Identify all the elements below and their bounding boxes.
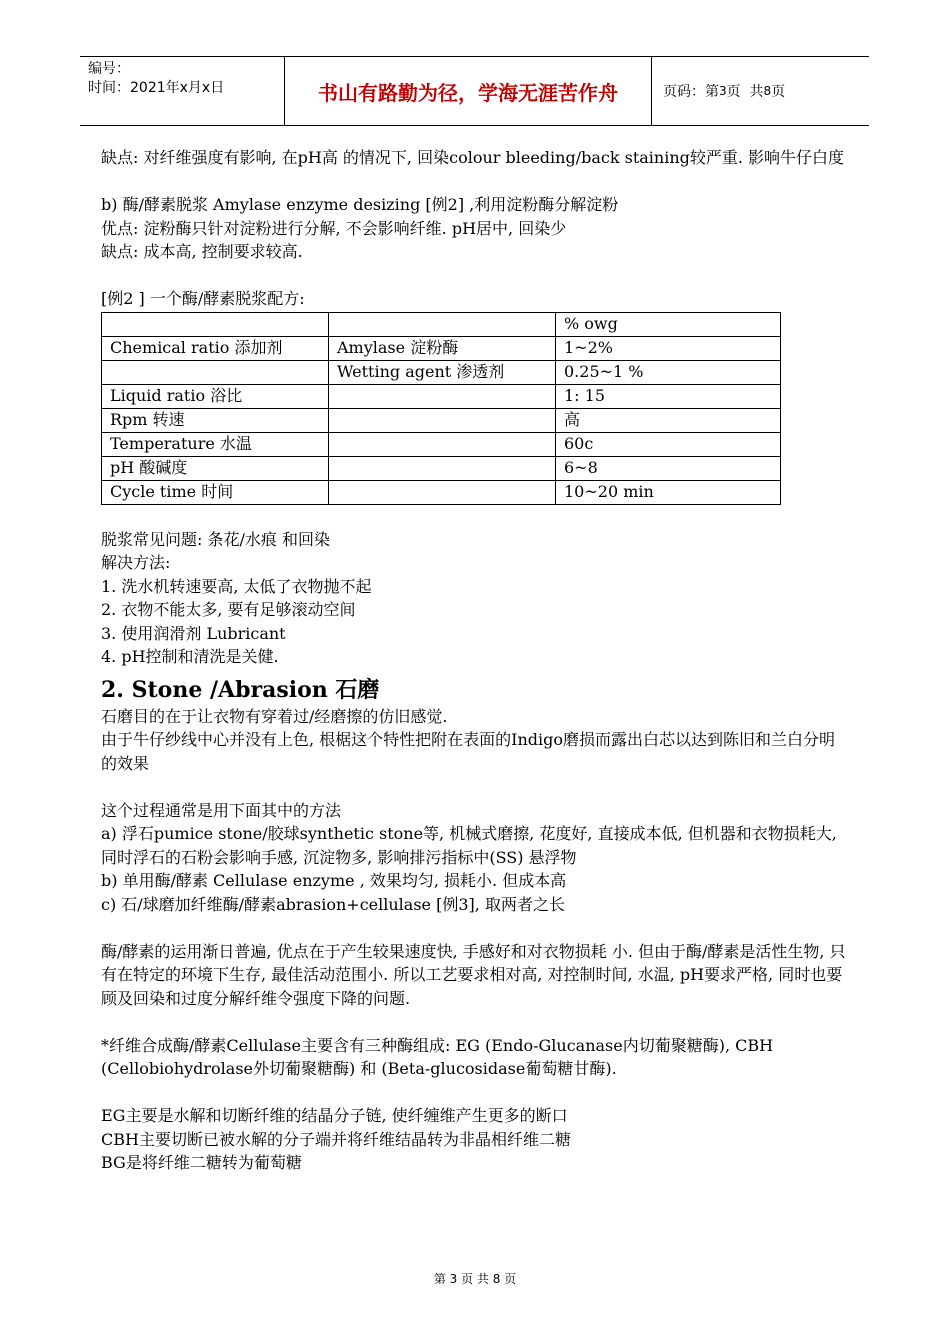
header-page-number: 页码：第 3 页 共 8 页 — [663, 84, 786, 100]
time-label: 时间：2021年x月x日 — [88, 80, 225, 96]
paragraph: 酶/酵素的运用渐日普遍, 优点在于产生较果速度快, 手感好和对衣物损耗 小. 但由于酶/酵素是活性生物, 只有在特定的环境下生存, 最佳活动范围小. 所以工艺要求相对高, 对控制时间, 水温, pH要求严格, 同时也要顾及回染和过度分解纤维令强度下降的问题. — [101, 941, 846, 1008]
paragraph: 解决方法: — [101, 553, 171, 572]
table-row — [102, 456, 781, 480]
table-cell — [329, 408, 556, 432]
table-cell: 高 — [556, 408, 781, 432]
table-cell — [329, 312, 556, 336]
paragraph: 这个过程通常是用下面其中的方法 — [101, 800, 342, 820]
list-item: 2. 衣物不能太多, 要有足够滚动空间 — [101, 600, 356, 619]
table-cell: 6~8 — [556, 456, 781, 480]
table-cell — [329, 480, 556, 504]
table-row — [102, 432, 781, 456]
table-cell: Amylase 淀粉酶 — [329, 336, 556, 360]
table-cell — [102, 360, 329, 384]
table-cell: 10~20 min — [556, 480, 781, 504]
table-caption: [例2 ] 一个酶/酵素脱浆配方: — [101, 289, 305, 308]
number-label: 编号： — [88, 61, 130, 77]
table-cell — [329, 456, 556, 480]
desizing-recipe-table — [101, 312, 781, 505]
list-item: b) 单用酶/酵素 Cellulase enzyme , 效果均匀, 损耗小. 但成本高 — [101, 871, 567, 890]
paragraph: b) 酶/酵素脱浆 Amylase enzyme desizing [例2] ,利用淀粉酶分解淀粉 — [101, 195, 619, 214]
table-row — [102, 408, 781, 432]
table-cell: pH 酸碱度 — [102, 456, 329, 480]
table-cell: Rpm 转速 — [102, 408, 329, 432]
list-item: 1. 洗水机转速要高, 太低了衣物抛不起 — [101, 576, 372, 596]
page-header — [80, 56, 869, 126]
table-cell: 1: 15 — [556, 384, 781, 408]
section-heading: 2. Stone /Abrasion 石磨 — [101, 676, 380, 703]
table-row — [102, 384, 781, 408]
table-cell: Liquid ratio 浴比 — [102, 384, 329, 408]
table-cell: 60c — [556, 432, 781, 456]
paragraph: *纤维合成酶/酵素Cellulase主要含有三种酶组成: EG (Endo-Glucanase内切葡聚糖酶), CBH (Cellobiohydrolase外切葡聚糖酶) 和 (Beta-glucosidase葡萄糖甘酶). — [101, 1035, 774, 1078]
table-cell: Chemical ratio 添加剂 — [102, 336, 329, 360]
header-motto: 书山有路勤为径，学海无涯苦作舟 — [318, 80, 618, 105]
document-body — [101, 146, 846, 1175]
table-cell — [329, 384, 556, 408]
paragraph: 石磨目的在于让衣物有穿着过/经磨擦的仿旧感觉. — [101, 706, 448, 726]
paragraph: 优点: 淀粉酶只针对淀粉进行分解, 不会影响纤维. pH居中, 回染少 — [101, 218, 567, 238]
table-cell: Wetting agent 渗透剂 — [329, 360, 556, 384]
table-cell — [329, 432, 556, 456]
table-row — [102, 480, 781, 504]
list-item: a) 浮石pumice stone/胶球synthetic stone等, 机械式磨擦, 花度好, 直接成本低, 但机器和衣物损耗大, 同时浮石的石粉会影响手感, 沉淀物多, 影响排污指标中(SS) 悬浮物 — [101, 824, 837, 867]
paragraph: CBH主要切断已被水解的分子端并将纤维结晶转为非晶相纤维二糖 — [101, 1129, 571, 1149]
list-item: 3. 使用润滑剂 Lubricant — [101, 623, 286, 643]
paragraph: EG主要是水解和切断纤维的结晶分子链, 使纤缠维产生更多的断口 — [101, 1106, 568, 1125]
paragraph: BG是将纤维二糖转为葡萄糖 — [101, 1153, 302, 1172]
table-row — [102, 360, 781, 384]
paragraph: 缺点: 对纤维强度有影响, 在pH高 的情况下, 回染colour bleeding/back staining较严重. 影响牛仔白度 — [101, 148, 845, 167]
paragraph: 由于牛仔纱线中心并没有上色, 根椐这个特性把附在表面的Indigo磨损而露出白芯以达到陈旧和兰白分明的效果 — [101, 730, 836, 773]
table-cell: Temperature 水温 — [102, 432, 329, 456]
page-footer: 第 3 页 共 8 页 — [433, 1272, 517, 1286]
table-row — [102, 336, 781, 360]
table-cell — [102, 312, 329, 336]
table-cell: % owg — [556, 312, 781, 336]
header-info — [88, 60, 284, 98]
paragraph: 缺点: 成本高, 控制要求较高. — [101, 242, 303, 261]
header-divider — [651, 57, 652, 125]
list-item: c) 石/球磨加纤维酶/酵素abrasion+cellulase [例3], 取两者之长 — [101, 894, 565, 914]
table-cell: 0.25~1 % — [556, 360, 781, 384]
paragraph: 脱浆常见问题: 条花/水痕 和回染 — [101, 529, 330, 549]
table-row — [102, 312, 781, 336]
table-cell: 1~2% — [556, 336, 781, 360]
table-cell: Cycle time 时间 — [102, 480, 329, 504]
list-item: 4. pH控制和清洗是关健. — [101, 647, 279, 666]
